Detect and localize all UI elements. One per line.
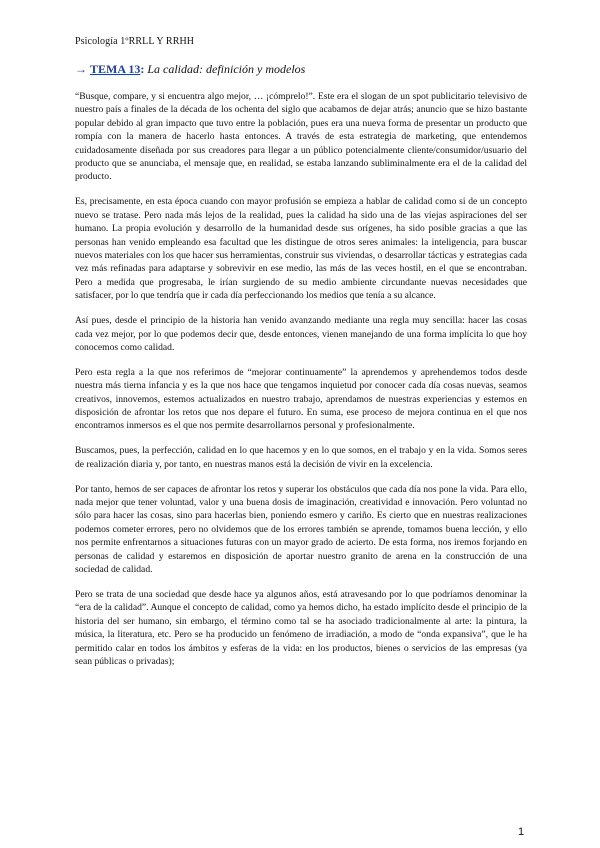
page-header: Psicología 1ºRRLL Y RRHH — [75, 36, 195, 47]
paragraph: Es, precisamente, en esta época cuando con mayor profusión se empieza a hablar de calidad como si de un concepto nuevo se tratase. Pero nada más lejos de la realidad, pues la calidad ha sido una de las viejas aspiraciones del ser humano. La propia evolución y desarrollo de la humanidad desde sus orígenes, ha sido posible gracias a que las personas han venido empleando esa facultad que les distingue de otros seres animales: la inteligencia, para buscar nuevos materiales con los que hacer sus herramientas, construir sus viviendas, o desarrollar tácticas y estrategias cada vez más refinadas para adaptarse y sobrevivir en ese medio, las más de las veces hostil, en el que se encontraban. Pero a medida que progresaba, le irían surgiendo de su medio ambiente circundante nuevas necesidades que satisfacer, por lo que tendría que ir cada día perfeccionando los medios que tenía a su alcance. — [75, 196, 527, 302]
tema-colon: : — [140, 62, 145, 76]
arrow-icon: → — [75, 62, 87, 76]
document-body — [75, 90, 527, 680]
page-number: 1 — [518, 826, 525, 838]
paragraph: Buscamos, pues, la perfección, calidad en lo que hacemos y en lo que somos, en el trabajo y en la vida. Somos seres de realización diaria y, por tanto, en nuestras manos está la decisión de vivir en la excelencia. — [75, 445, 527, 470]
paragraph: Así pues, desde el principio de la historia han venido avanzando mediante una regla muy sencilla: hacer las cosas cada vez mejor, por lo que podemos decir que, desde entonces, vienen manejando de una forma implícita lo que hoy conocemos como calidad. — [75, 315, 527, 353]
paragraph: Por tanto, hemos de ser capaces de afrontar los retos y superar los obstáculos que cada día nos pone la vida. Para ello, nada mejor que tener voluntad, valor y una buena dosis de imaginación, creatividad e innovación. Pero voluntad no sólo para hacer las cosas, sino para hacerlas bien, poniendo esmero y cariño. Es cierto que en nuestras realizaciones podemos cometer errores, pero no olvidemos que de los errores también se aprende, tomamos buena lección, y ello nos permite enfrentarnos a situaciones futuras con un mayor grado de acierto. De esta forma, nos iremos forjando en personas de calidad y estaremos en disposición de aportar nuestro granito de arena en la construcción de una sociedad de calidad. — [75, 483, 527, 576]
section-title — [75, 62, 535, 77]
title-subtitle: La calidad: definición y modelos — [147, 62, 306, 76]
paragraph: Pero esta regla a la que nos referimos de “mejorar continuamente” la aprendemos y aprehendemos todos desde nuestra más tierna infancia y es la que nos hace que tengamos inquietud por conocer cada día cosas nuevas, seamos creativos, innovemos, estemos actualizados en nuestro trabajo, aprendamos de nuestras experiencias y estemos en disposición de afrontar los retos que nos depare el futuro. En suma, ese proceso de mejora continua en el que nos encontramos inmersos es el que nos permite desarrollarnos personal y profesionalmente. — [75, 366, 527, 432]
paragraph: “Busque, compare, y si encuentra algo mejor, … ¡cómprelo!”. Este era el slogan de un spot publicitario televisivo de nuestro país a finales de la década de los ochenta del siglo que acabamos de dejar atrás; anuncio que se hizo bastante popular debido al gran impacto que tuvo entre la población, pues era una nueva forma de presentar un producto que rompía con la manera de hacerlo hasta entonces. A través de esta estrategia de marketing, que entendemos cuidadosamente diseñada por sus creadores para llegar a un público potencialmente cliente/consumidor/usuario del producto que se anunciaba, el mensaje que, en realidad, se estaba lanzando subliminalmente era el de la calidad del producto. — [75, 91, 527, 183]
paragraph: Pero se trata de una sociedad que desde hace ya algunos años, está atravesando por lo que podríamos denominar la “era de la calidad”. Aunque el concepto de calidad, como ya hemos dicho, ha estado implícito desde el principio de la historia del ser humano, sin embargo, el término como tal se ha asociado tradicionalmente al arte: la pintura, la música, la literatura, etc. Pero se ha producido un fenómeno de irradiación, a modo de “onda expansiva”, que le ha permitido calar en todos los ámbitos y esferas de la vida: en los productos, bienes o servicios de las empresas (ya sean públicas o privadas); — [75, 589, 527, 668]
tema-label: TEMA 13 — [90, 62, 141, 76]
